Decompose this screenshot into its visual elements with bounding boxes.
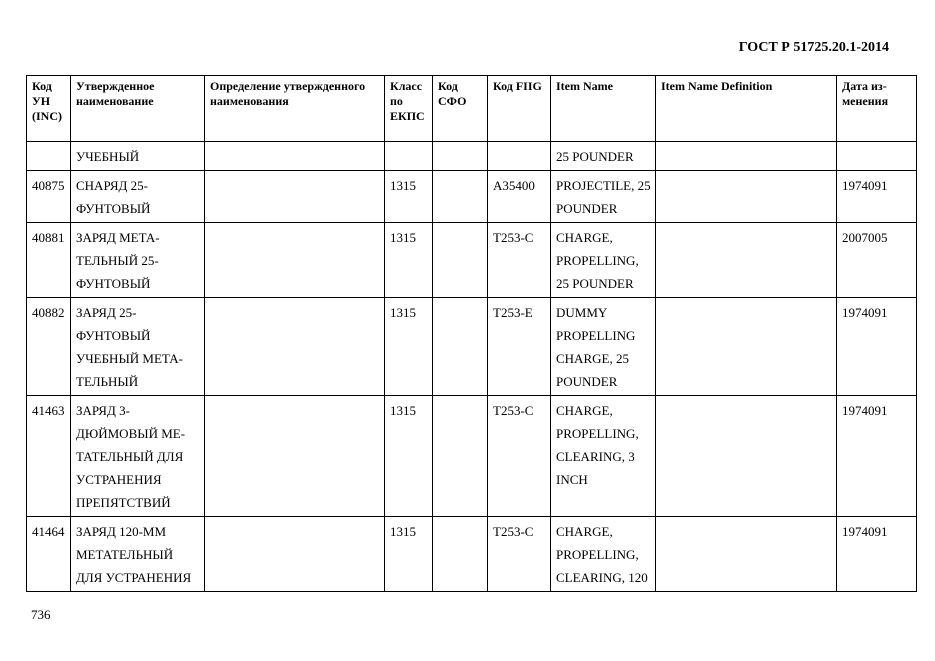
table-row: [27, 171, 917, 223]
cell-definition: [205, 396, 385, 517]
column-header-fiig: Код FIIG: [488, 76, 551, 142]
cell-date: 1974091: [837, 396, 917, 517]
cell-date: 2007005: [837, 223, 917, 298]
table-row: [27, 298, 917, 396]
cell-item-definition: [656, 171, 837, 223]
cell-fiig: [488, 142, 551, 171]
table-row: [27, 396, 917, 517]
column-header-date: Дата из-менения: [837, 76, 917, 142]
cell-class: 1315: [385, 517, 433, 592]
column-header-code: Код УН (INC): [27, 76, 71, 142]
column-header-item-definition: Item Name Definition: [656, 76, 837, 142]
cell-fiig: T253-C: [488, 223, 551, 298]
registry-table: [26, 75, 917, 592]
cell-name-ru: ЗАРЯД МЕТА-ТЕЛЬНЫЙ 25-ФУНТОВЫЙ: [71, 223, 205, 298]
cell-definition: [205, 298, 385, 396]
cell-class: 1315: [385, 171, 433, 223]
cell-name-ru: ЗАРЯД 3-ДЮЙМОВЫЙ МЕ-ТАТЕЛЬНЫЙ ДЛЯ УСТРАНЕНИЯ ПРЕПЯТСТВИЙ: [71, 396, 205, 517]
cell-item-definition: [656, 223, 837, 298]
document-code: ГОСТ Р 51725.20.1-2014: [738, 40, 889, 55]
cell-class: [385, 142, 433, 171]
cell-sfo: [433, 396, 488, 517]
cell-name-ru: ЗАРЯД 25-ФУНТОВЫЙ УЧЕБНЫЙ МЕТА-ТЕЛЬНЫЙ: [71, 298, 205, 396]
cell-code: 40882: [27, 298, 71, 396]
cell-fiig: A35400: [488, 171, 551, 223]
cell-definition: [205, 517, 385, 592]
cell-item-definition: [656, 298, 837, 396]
cell-item-name: DUMMY PROPELLING CHARGE, 25 POUNDER: [551, 298, 656, 396]
cell-class: 1315: [385, 223, 433, 298]
column-header-sfo: Код СФО: [433, 76, 488, 142]
table-row: [27, 142, 917, 171]
cell-item-name: CHARGE, PROPELLING, CLEARING, 3 INCH: [551, 396, 656, 517]
cell-date: 1974091: [837, 298, 917, 396]
cell-code: 41464: [27, 517, 71, 592]
cell-sfo: [433, 142, 488, 171]
cell-date: 1974091: [837, 171, 917, 223]
cell-sfo: [433, 223, 488, 298]
cell-definition: [205, 223, 385, 298]
cell-code: 40875: [27, 171, 71, 223]
cell-item-name: PROJECTILE, 25 POUNDER: [551, 171, 656, 223]
table-row: [27, 517, 917, 592]
cell-item-name: CHARGE, PROPELLING, CLEARING, 120: [551, 517, 656, 592]
table-row: [27, 223, 917, 298]
cell-item-name: CHARGE, PROPELLING, 25 POUNDER: [551, 223, 656, 298]
cell-sfo: [433, 298, 488, 396]
cell-sfo: [433, 517, 488, 592]
cell-fiig: T253-C: [488, 517, 551, 592]
cell-code: 40881: [27, 223, 71, 298]
column-header-name-ru: Утвержденное наименование: [71, 76, 205, 142]
page-number: 736: [31, 607, 51, 622]
cell-definition: [205, 142, 385, 171]
cell-item-definition: [656, 396, 837, 517]
table-header-row: [27, 76, 917, 142]
cell-item-name: 25 POUNDER: [551, 142, 656, 171]
cell-date: [837, 142, 917, 171]
cell-item-definition: [656, 517, 837, 592]
cell-class: 1315: [385, 298, 433, 396]
cell-class: 1315: [385, 396, 433, 517]
column-header-class: Класс по ЕКПС: [385, 76, 433, 142]
cell-definition: [205, 171, 385, 223]
cell-code: [27, 142, 71, 171]
cell-code: 41463: [27, 396, 71, 517]
cell-name-ru: СНАРЯД 25-ФУНТОВЫЙ: [71, 171, 205, 223]
column-header-item-name: Item Name: [551, 76, 656, 142]
cell-fiig: T253-E: [488, 298, 551, 396]
cell-name-ru: УЧЕБНЫЙ: [71, 142, 205, 171]
cell-date: 1974091: [837, 517, 917, 592]
cell-name-ru: ЗАРЯД 120-ММ МЕТАТЕЛЬНЫЙ ДЛЯ УСТРАНЕНИЯ: [71, 517, 205, 592]
cell-item-definition: [656, 142, 837, 171]
column-header-definition: Определение утвержденного наименования: [205, 76, 385, 142]
cell-fiig: T253-C: [488, 396, 551, 517]
cell-sfo: [433, 171, 488, 223]
